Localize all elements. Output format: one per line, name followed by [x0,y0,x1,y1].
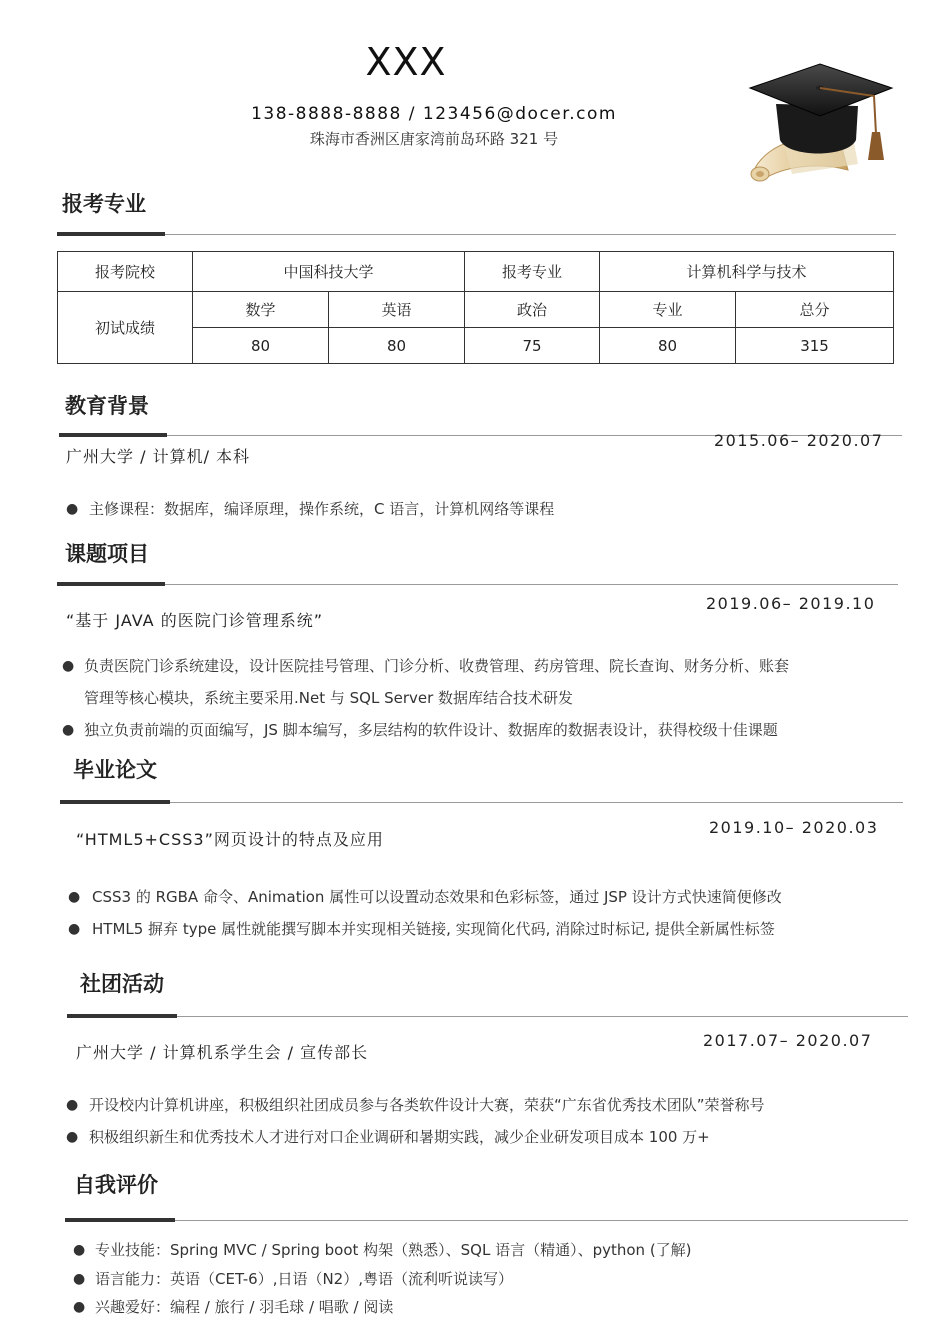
section-title-education: 教育背景 [65,394,149,418]
resume-name: XXX [365,40,447,84]
list-item: ● 积极组织新生和优秀技术人才进行对口企业调研和暑期实践，减少企业研发项目成本 100 万+ [66,1121,906,1153]
major-label: 报考专业 [465,252,600,292]
section-title-self: 自我评价 [74,1173,158,1197]
club-date: 2017.07– 2020.07 [703,1031,873,1050]
list-item: ● 独立负责前端的页面编写，JS 脚本编写，多层结构的软件设计、数据库的数据表设计，获得校级十佳课题 [62,714,892,746]
list-item: ● 负责医院门诊系统建设，设计医院挂号管理、门诊分析、收费管理、药房管理、院长查询、财务分析、账套 [62,650,892,682]
section-title-thesis: 毕业论文 [73,758,157,782]
project-date: 2019.06– 2019.10 [706,594,876,613]
score-label: 初试成绩 [58,292,193,364]
graduation-cap-icon [748,62,894,186]
bullet-dot: ● [73,1271,86,1287]
subject-header: 总分 [736,292,894,328]
section-divider [60,802,903,803]
section-divider [57,234,896,235]
section-accent-bar [57,232,165,236]
subject-header: 专业 [600,292,736,328]
section-title-club: 社团活动 [80,972,164,996]
subject-header: 英语 [329,292,465,328]
contact-line: 138-8888-8888 / 123456@docer.com [251,104,617,124]
section-accent-bar [59,433,167,437]
score-cell: 80 [600,328,736,364]
score-cell: 315 [736,328,894,364]
list-item: ● 主修课程：数据库，编译原理，操作系统，C 语言，计算机网络等课程 [66,493,886,525]
subject-header: 数学 [193,292,329,328]
score-cell: 75 [465,328,600,364]
section-divider [67,1016,908,1017]
list-item: ● 语言能力：英语（CET-6）,日语（N2）,粤语（流利听说读写） [73,1264,903,1294]
school-value: 中国科技大学 [193,252,465,292]
score-cell: 80 [193,328,329,364]
section-accent-bar [65,1218,175,1222]
table-row [58,292,894,328]
section-accent-bar [67,1014,177,1018]
bullet-dot: ● [66,501,79,517]
list-item: ● HTML5 摒弃 type 属性就能撰写脚本并实现相关链接, 实现简化代码, 消除过时标记, 提供全新属性标签 [68,913,898,945]
subject-header: 政治 [465,292,600,328]
table-row [58,252,894,292]
bullet-dot: ● [66,1129,79,1145]
bullet-dot: ● [66,1097,79,1113]
bullet-dot: ● [73,1299,86,1315]
section-divider [65,1220,908,1221]
address-line: 珠海市香洲区唐家湾前岛环路 321 号 [309,130,559,148]
section-accent-bar [60,800,170,804]
score-cell: 80 [329,328,465,364]
thesis-line: “HTML5+CSS3”网页设计的特点及应用 [76,830,384,849]
school-label: 报考院校 [58,252,193,292]
list-item: ● 开设校内计算机讲座，积极组织社团成员参与各类软件设计大赛，荣获“广东省优秀技术团队”荣誉称号 [66,1089,906,1121]
bullet-dot: ● [68,889,81,905]
major-value: 计算机科学与技术 [600,252,894,292]
bullet-dot: ● [73,1242,86,1258]
exam-score-table [57,251,894,364]
club-line: 广州大学 / 计算机系学生会 / 宣传部长 [76,1043,369,1062]
section-divider [57,584,898,585]
project-line: “基于 JAVA 的医院门诊管理系统” [66,611,323,630]
section-title-project: 课题项目 [65,542,149,566]
education-line: 广州大学 / 计算机/ 本科 [66,447,251,466]
thesis-date: 2019.10– 2020.03 [709,818,879,837]
bullet-dot: ● [62,658,75,674]
list-item: ● 兴趣爱好：编程 / 旅行 / 羽毛球 / 唱歌 / 阅读 [73,1292,903,1322]
list-item-continuation: 管理等核心模块，系统主要采用.Net 与 SQL Server 数据库结合技术研发 [84,689,574,707]
education-date: 2015.06– 2020.07 [714,431,884,450]
section-accent-bar [57,582,165,586]
bullet-dot: ● [62,722,75,738]
list-item: ● CSS3 的 RGBA 命令、Animation 属性可以设置动态效果和色彩标签，通过 JSP 设计方式快速简便修改 [68,881,898,913]
section-title-exam: 报考专业 [62,192,146,216]
list-item: ● 专业技能：Spring MVC / Spring boot 构架（熟悉）、SQL 语言（精通）、python (了解) [73,1235,903,1265]
bullet-dot: ● [68,921,81,937]
